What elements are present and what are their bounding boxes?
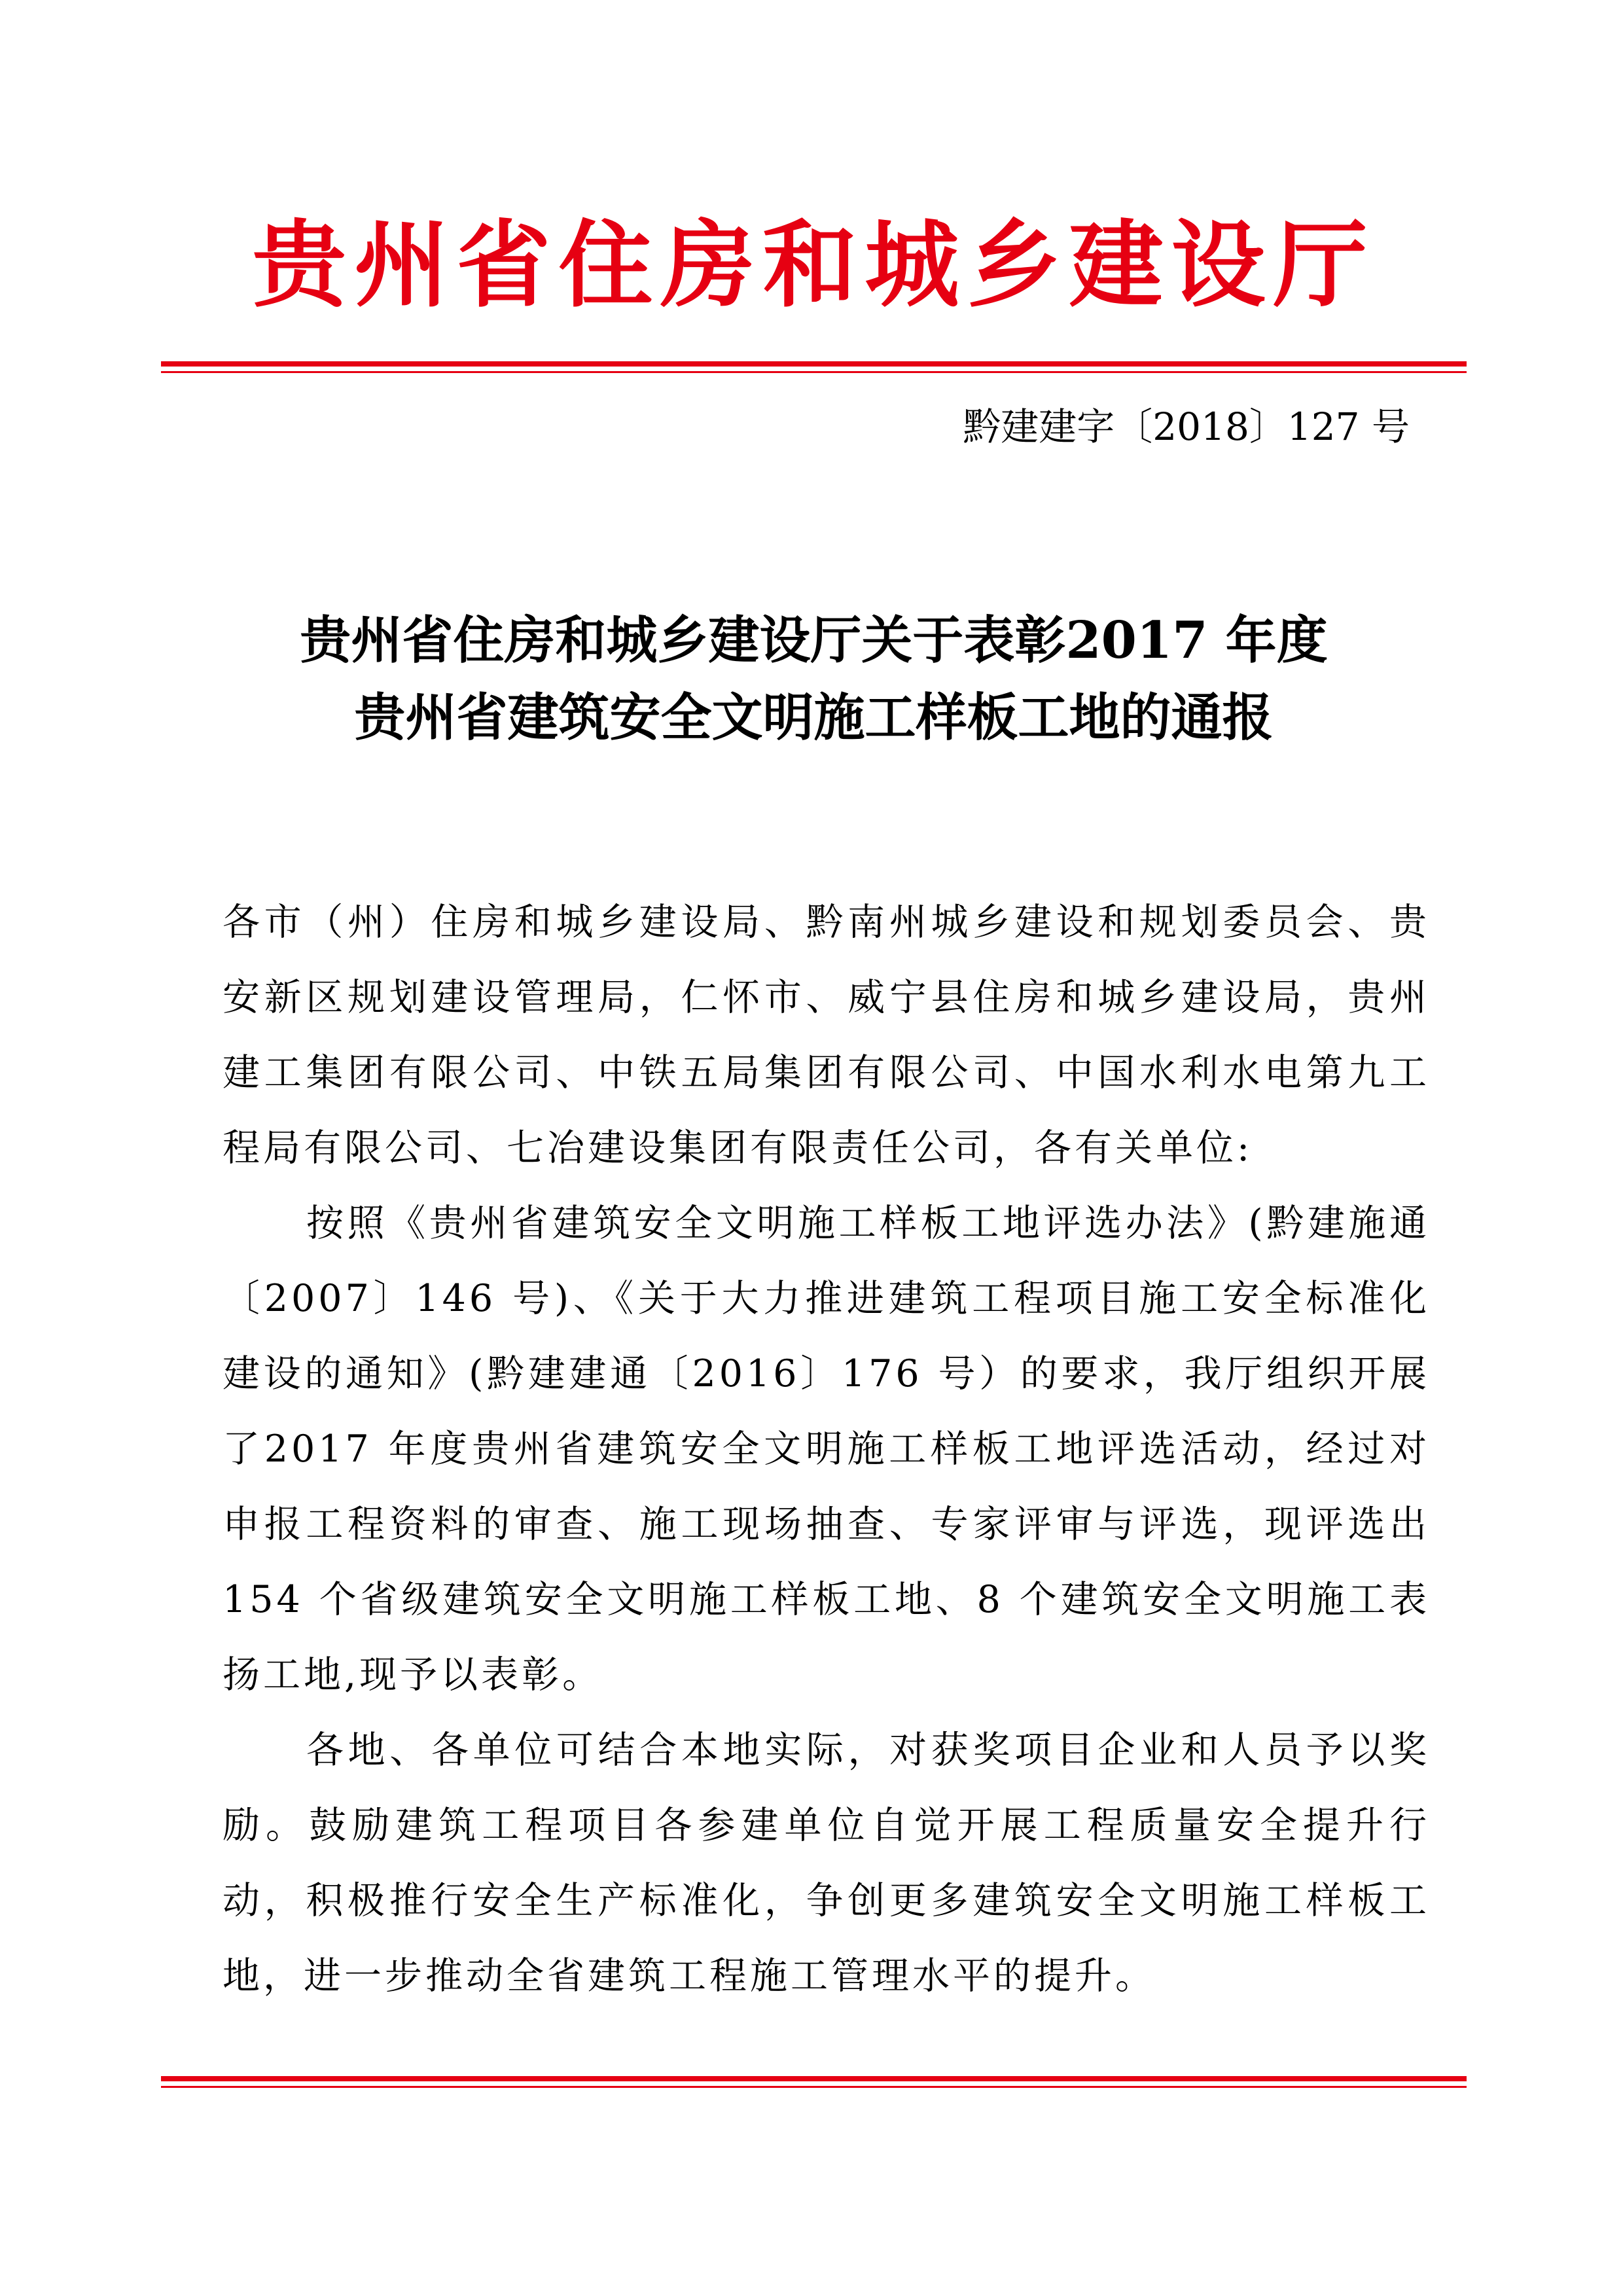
body-paragraph-1: 按照《贵州省建筑安全文明施工样板工地评选办法》(黔建施通〔2007〕146 号)、《关于大力推进建筑工程项目施工安全标准化建设的通知》(黔建建通〔2016〕176 号）的要求，我厅组织开展了2017 年度贵州省建筑安全文明施工样板工地评选活动，经过对申报工程资料的审查、施工现场抽查、专家评审与评选，现评选出154 个省级建筑安全文明施工样板工地、8 个建筑安全文明施工表扬工地,现予以表彰。	[223, 1202, 1430, 1696]
footer-divider-thin	[161, 2086, 1467, 2088]
footer-divider-thick	[161, 2076, 1467, 2081]
title-line-1: 贵州省住房和城乡建设厅关于表彰2017 年度	[300, 611, 1328, 670]
document-title	[161, 602, 1467, 757]
addressee-paragraph: 各市（州）住房和城乡建设局、黔南州城乡建设和规划委员会、贵安新区规划建设管理局，仁怀市、威宁县住房和城乡建设局，贵州建工集团有限公司、中铁五局集团有限公司、中国水利水电第九工程局有限公司、七冶建设集团有限责任公司，各有关单位:	[223, 901, 1430, 1170]
document-number: 黔建建字〔2018〕127 号	[963, 404, 1410, 449]
body-paragraph-2: 各地、各单位可结合本地实际，对获奖项目企业和人员予以奖励。鼓励建筑工程项目各参建单位自觉开展工程质量安全提升行动，积极推行安全生产标准化，争创更多建筑安全文明施工样板工地，进一步推动全省建筑工程施工管理水平的提升。	[223, 1729, 1430, 1998]
document-body	[223, 885, 1430, 2014]
agency-masthead: 贵州省住房和城乡建设厅	[252, 209, 1376, 320]
header-divider-thin	[161, 371, 1467, 373]
header-divider-thick	[161, 361, 1467, 367]
title-line-2: 贵州省建筑安全文明施工样板工地的通报	[354, 688, 1274, 747]
